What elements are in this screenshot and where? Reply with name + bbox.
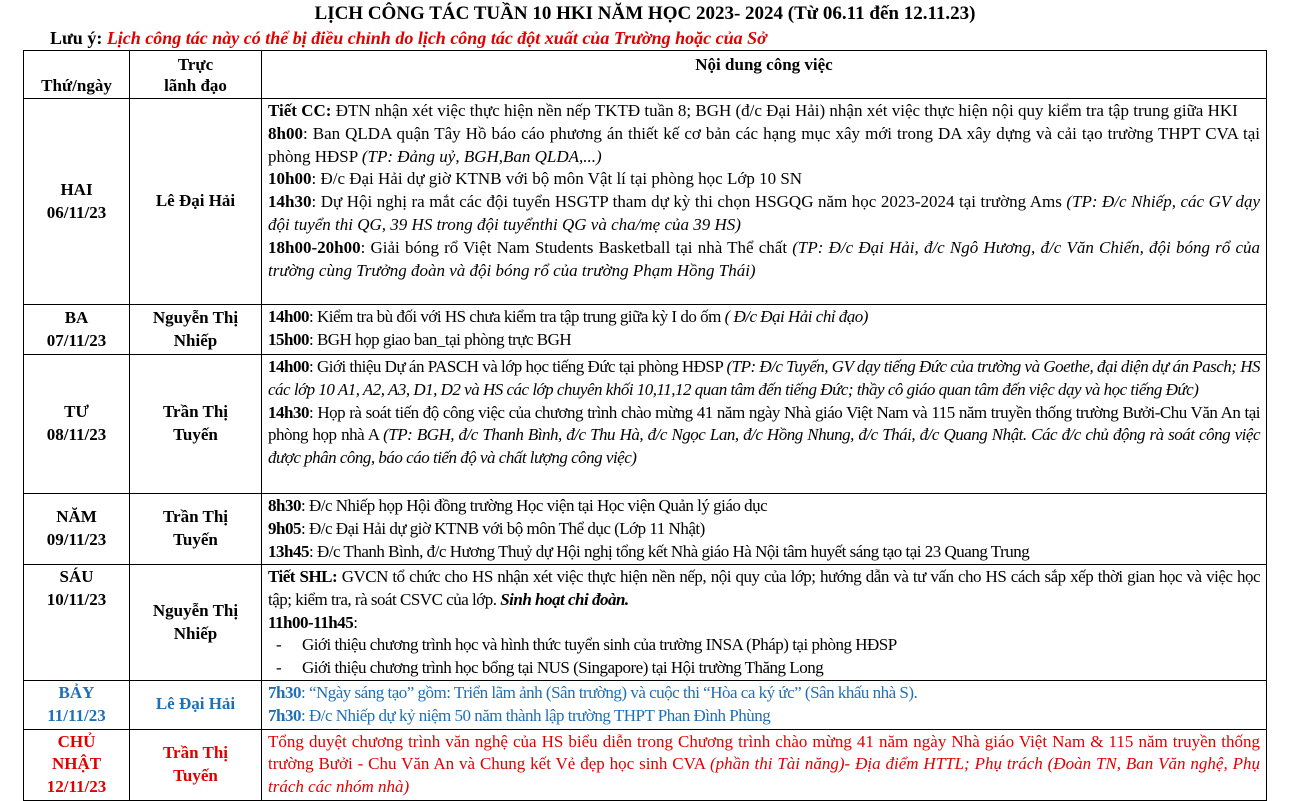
list-item: 13h45: Đ/c Thanh Bình, đ/c Hương Thuỷ dự Hội nghị tổng kết Nhà giáo Hà Nội tâm huyết sáng tạo tại 23 Quang Trung <box>268 541 1030 561</box>
day-cell <box>24 99 130 305</box>
note-text: Lịch công tác này có thể bị điều chỉnh do lịch công tác đột xuất của Trường hoặc của Sở <box>106 28 767 48</box>
day-cell <box>24 565 130 681</box>
page-title: LỊCH CÔNG TÁC TUẦN 10 HKI NĂM HỌC 2023- 2024 (Từ 06.11 đến 12.11.23) <box>314 3 976 24</box>
day-cell <box>24 494 130 565</box>
table-row-monday <box>24 99 1267 305</box>
day-date: 06/11/23 <box>46 202 107 222</box>
list-item: 18h00-20h00: Giải bóng rổ Việt Nam Students Basketball tại nhà Thể chất (TP: Đ/c Đại Hải, đ/c Ngô Hương, đ/c Văn Chiến, đội bóng rổ của trường cùng Trưởng đoàn và đội bóng rổ của trường Phạm Hồng Thái) <box>268 237 1260 280</box>
header-content: Nội dung công việc <box>262 51 1267 99</box>
content-cell <box>262 355 1267 494</box>
day-date: 10/11/23 <box>46 589 107 609</box>
leader-cell: Nguyễn Thị Nhiếp <box>130 305 262 355</box>
table-row-sunday <box>24 729 1267 800</box>
content-cell <box>262 494 1267 565</box>
table-row-saturday <box>24 681 1267 730</box>
list-item: 7h30: Đ/c Nhiếp dự kỷ niệm 50 năm thành lập trường THPT Phan Đình Phùng <box>268 705 771 725</box>
leader-cell: Trần Thị Tuyến <box>130 494 262 565</box>
list-item: 14h00: Giới thiệu Dự án PASCH và lớp học tiếng Đức tại phòng HĐSP (TP: Đ/c Tuyến, GV dạy tiếng Đức của trường và Goethe, đại diện dự án Pasch; HS các lớp 10 A1, A2, A3, D1, D2 và HS các lớp chuyên khối 10,11,12 quan tâm đến tiếng Đức; thầy cô giáo quan tâm đến việc dạy và học tiếng Đức) <box>268 357 1260 399</box>
content-cell <box>262 729 1267 800</box>
day-name: HAI <box>60 179 93 199</box>
list-item: - Giới thiệu chương trình học và hình thức tuyển sinh của trường INSA (Pháp) tại phòng HĐSP <box>276 635 897 655</box>
day-date: 12/11/23 <box>46 777 107 797</box>
day-cell <box>24 355 130 494</box>
note <box>50 28 767 49</box>
list-item: 8h30: Đ/c Nhiếp họp Hội đồng trường Học viện tại Học viện Quản lý giáo dục <box>268 496 768 515</box>
table-row-thursday <box>24 494 1267 565</box>
table-row-friday <box>24 565 1267 681</box>
day-date: 11/11/23 <box>47 705 106 725</box>
list-item: Tổng duyệt chương trình văn nghệ của HS biểu diễn trong Chương trình chào mừng 41 năm ngày Nhà giáo Việt Nam & 115 năm truyền thống trường Bưởi - Chu Văn An và Chung kết Vẻ đẹp học sinh CVA (phần thi Tài năng)- Địa điểm HTTL; Phụ trách (Đoàn TN, Ban Văn nghệ, Phụ trách các nhóm nhà) <box>268 731 1260 797</box>
list-item: - Giới thiệu chương trình học bổng tại NUS (Singapore) tại Hội trường Thăng Long <box>276 658 824 678</box>
leader-cell: Lê Đại Hải <box>130 681 262 730</box>
day-date: 09/11/23 <box>46 530 107 549</box>
day-date: 08/11/23 <box>46 425 107 444</box>
list-item: 14h30: Họp rà soát tiến độ công việc của chương trình chào mừng 41 năm ngày Nhà giáo Việt Nam và 115 năm truyền thống trường Bưởi-Chu Văn An tại phòng họp nhà A (TP: BGH, đ/c Thanh Bình, đ/c Thu Hà, đ/c Ngọc Lan, đ/c Hồng Nhung, đ/c Thái, đ/c Quang Nhật. Các đ/c chủ động rà soát công việc được phân công, báo cáo tiến độ và chất lượng công việc) <box>268 402 1260 468</box>
content-cell <box>262 681 1267 730</box>
leader-cell: Lê Đại Hải <box>130 99 262 305</box>
header-leader <box>130 51 262 99</box>
content-cell <box>262 565 1267 681</box>
header-leader-line2: lãnh đạo <box>164 75 227 95</box>
table-row-wednesday <box>24 355 1267 494</box>
list-item: 14h00: Kiểm tra bù đối với HS chưa kiểm tra tập trung giữa kỳ I do ốm ( Đ/c Đại Hải chỉ đạo) <box>268 307 868 326</box>
header-row <box>24 51 1267 99</box>
list-item: 15h00: BGH họp giao ban_tại phòng trực BGH <box>268 329 572 349</box>
content-cell <box>262 99 1267 305</box>
day-name-line2: NHẬT <box>51 754 102 774</box>
list-item: 7h30: “Ngày sáng tạo” gồm: Triển lãm ảnh (Sân trường) và cuộc thi “Hòa ca ký ức” (Sân khấu nhà S). <box>268 683 918 702</box>
list-item: 11h00-11h45: <box>268 612 358 632</box>
list-item: Tiết CC: ĐTN nhận xét việc thực hiện nền nếp TKTĐ tuần 8; BGH (đ/c Đại Hải) nhận xét việc thực hiện nội quy kiểm tra tập trung giữa HKI <box>268 101 1238 120</box>
header-leader-line1: Trực <box>177 54 214 74</box>
day-cell <box>24 305 130 355</box>
day-cell <box>24 729 130 800</box>
content-cell <box>262 305 1267 355</box>
day-name: BẢY <box>58 683 95 702</box>
day-name: SÁU <box>59 567 94 586</box>
day-name: NĂM <box>56 507 97 527</box>
list-item: 14h30: Dự Hội nghị ra mắt các đội tuyển HSGTP tham dự kỳ thi chọn HSGQG năm học 2023-2024 tại trường Ams (TP: Đ/c Nhiếp, các GV dạy đội tuyển thi QG, 39 HS trong đội tuyểnthi QG và cha/mẹ của 39 HS) <box>268 192 1260 234</box>
table-row-tuesday <box>24 305 1267 355</box>
leader-cell: Nguyễn Thị Nhiếp <box>130 565 262 681</box>
header-day: Thứ/ngày <box>24 51 130 99</box>
list-item: 8h00: Ban QLDA quận Tây Hồ báo cáo phương án thiết kế cơ bản các hạng mục xây mới trong DA xây dựng và cải tạo trường THPT CVA tại phòng HĐSP (TP: Đảng uỷ, BGH,Ban QLDA,...) <box>268 123 1260 166</box>
leader-cell: Trần Thị Tuyến <box>130 729 262 800</box>
list-item: 10h00: Đ/c Đại Hải dự giờ KTNB với bộ môn Vật lí tại phòng học Lớp 10 SN <box>268 169 803 189</box>
schedule-table <box>23 50 1267 801</box>
day-cell <box>24 681 130 730</box>
list-item: 9h05: Đ/c Đại Hải dự giờ KTNB với bộ môn Thể dục (Lớp 11 Nhật) <box>268 518 705 538</box>
day-name: BA <box>64 307 89 327</box>
leader-cell: Trần Thị Tuyến <box>130 355 262 494</box>
day-name: TƯ <box>64 402 89 422</box>
list-item: Tiết SHL: GVCN tổ chức cho HS nhận xét việc thực hiện nền nếp, nội quy của lớp; hướng dẫn và tư vấn cho HS cách sắp xếp thời gian học và việc học tập; kiểm tra, rà soát CSVC của lớp. Sinh hoạt chi đoàn. <box>268 567 1261 609</box>
day-date: 07/11/23 <box>46 330 107 350</box>
day-name-line1: CHỦ <box>57 731 96 751</box>
note-label: Lưu ý: <box>50 28 103 48</box>
